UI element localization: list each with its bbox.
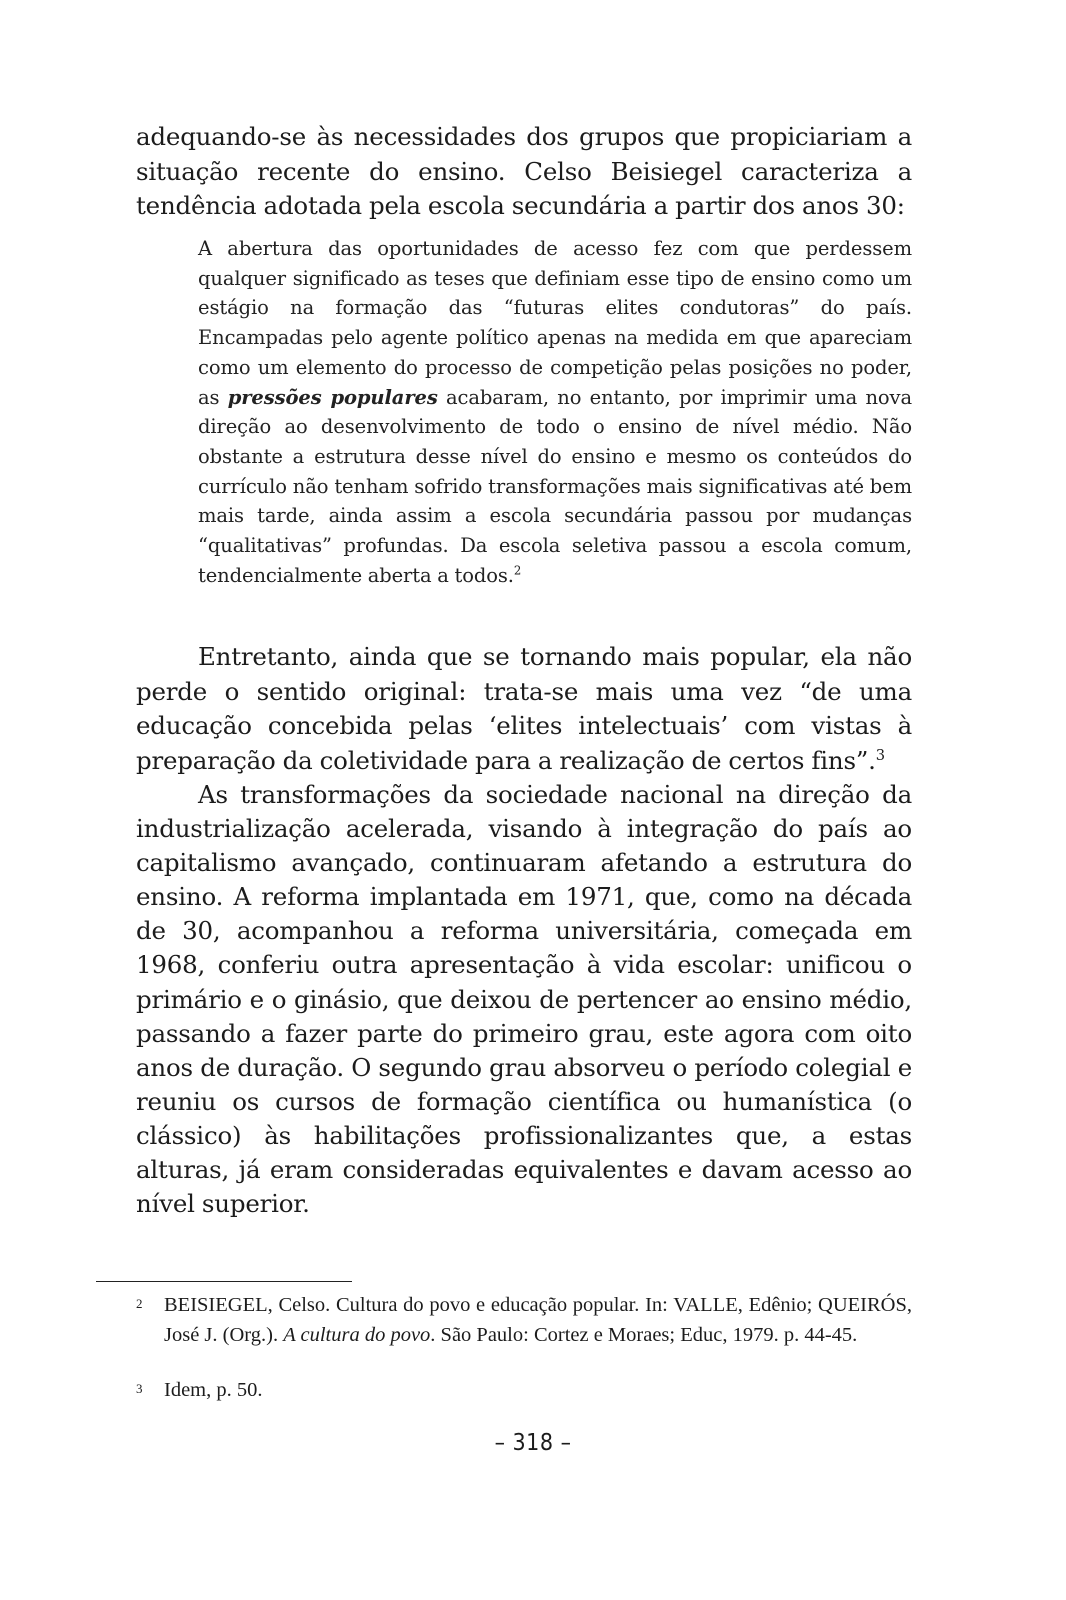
footnote-text: Idem, p. 50. (164, 1379, 263, 1401)
paragraph-entretanto-text: Entretanto, ainda que se tornando mais popular, ela não perde o sentido original: trata-se mais uma vez “de uma educação concebida pelas ‘elites intelectuais’ com vistas à preparação da coletividade para a realização de certos fins”. (136, 642, 912, 775)
block-quote (198, 234, 912, 590)
footnote-2 (136, 1291, 912, 1350)
footnote-number: 3 (136, 1381, 143, 1396)
paragraph-transformacoes: As transformações da sociedade nacional na direção da industrialização acelerada, visando à integração do país ao capitalismo avançado, continuaram afetando a estrutura do ensino. A reforma implantada em 1971, que, como na década de 30, acompanhou a reforma universitária, começada em 1968, conferiu outra apresentação à vida escolar: unificou o primário e o ginásio, que deixou de pertencer ao ensino médio, passando a fazer parte do primeiro grau, este agora com oito anos de duração. O segundo grau absorveu o período colegial e reuniu os cursos de formação científica ou humanística (o clássico) às habilitações profissionalizantes que, a estas alturas, já eram consideradas equivalentes e davam acesso ao nível superior. (136, 780, 912, 1219)
footnote-divider (96, 1281, 352, 1282)
paragraph-entretanto (136, 640, 912, 778)
paragraph-intro: adequando-se às necessidades dos grupos que propiciariam a situação recente do ensino. Celso Beisiegel caracteriza a tendência adotada pela escola secundária a partir dos anos 30: (136, 122, 912, 221)
quote-text-start: A abertura das oportunidades de acesso fez com que perdessem qualquer significado as teses que definiam esse tipo de ensino como um estágio na formação das “futuras elites condutoras” do país. Encampadas pelo agente político apenas na medida em que apareciam como um elemento do processo de competição pelas posições no poder, as (198, 237, 912, 409)
quote-text-end: acabaram, no entanto, por imprimir uma nova direção ao desenvolvimento de todo o ensino de nível médio. Não obstante a estrutura desse nível do ensino e mesmo os conteúdos do currículo não tenham sofrido transformações mais significativas até bem mais tarde, ainda assim a escola secundária passou por mudanças “qualitativas” profundas. Da escola seletiva passou a escola comum, tendencialmente aberta a todos. (198, 385, 913, 587)
footnote-ref-2[interactable]: 2 (513, 563, 522, 578)
footnote-book-title: A cultura do povo (283, 1323, 431, 1346)
footnote-citation-end: . São Paulo: Cortez e Moraes; Educ, 1979. p. 44-45. (430, 1323, 858, 1346)
quote-emphasis: pressões populares (227, 385, 438, 409)
footnote-ref-3[interactable]: 3 (875, 746, 885, 764)
page-number: – 318 – (494, 1430, 572, 1456)
footnote-text (136, 1291, 912, 1350)
footnote-3 (136, 1376, 912, 1406)
footnote-number: 2 (136, 1296, 143, 1311)
footnote-citation-start: BEISIEGEL, Celso. Cultura do povo e educação popular. In: VALLE, Edênio; QUEIRÓS, José J. (Org.). (164, 1294, 912, 1346)
